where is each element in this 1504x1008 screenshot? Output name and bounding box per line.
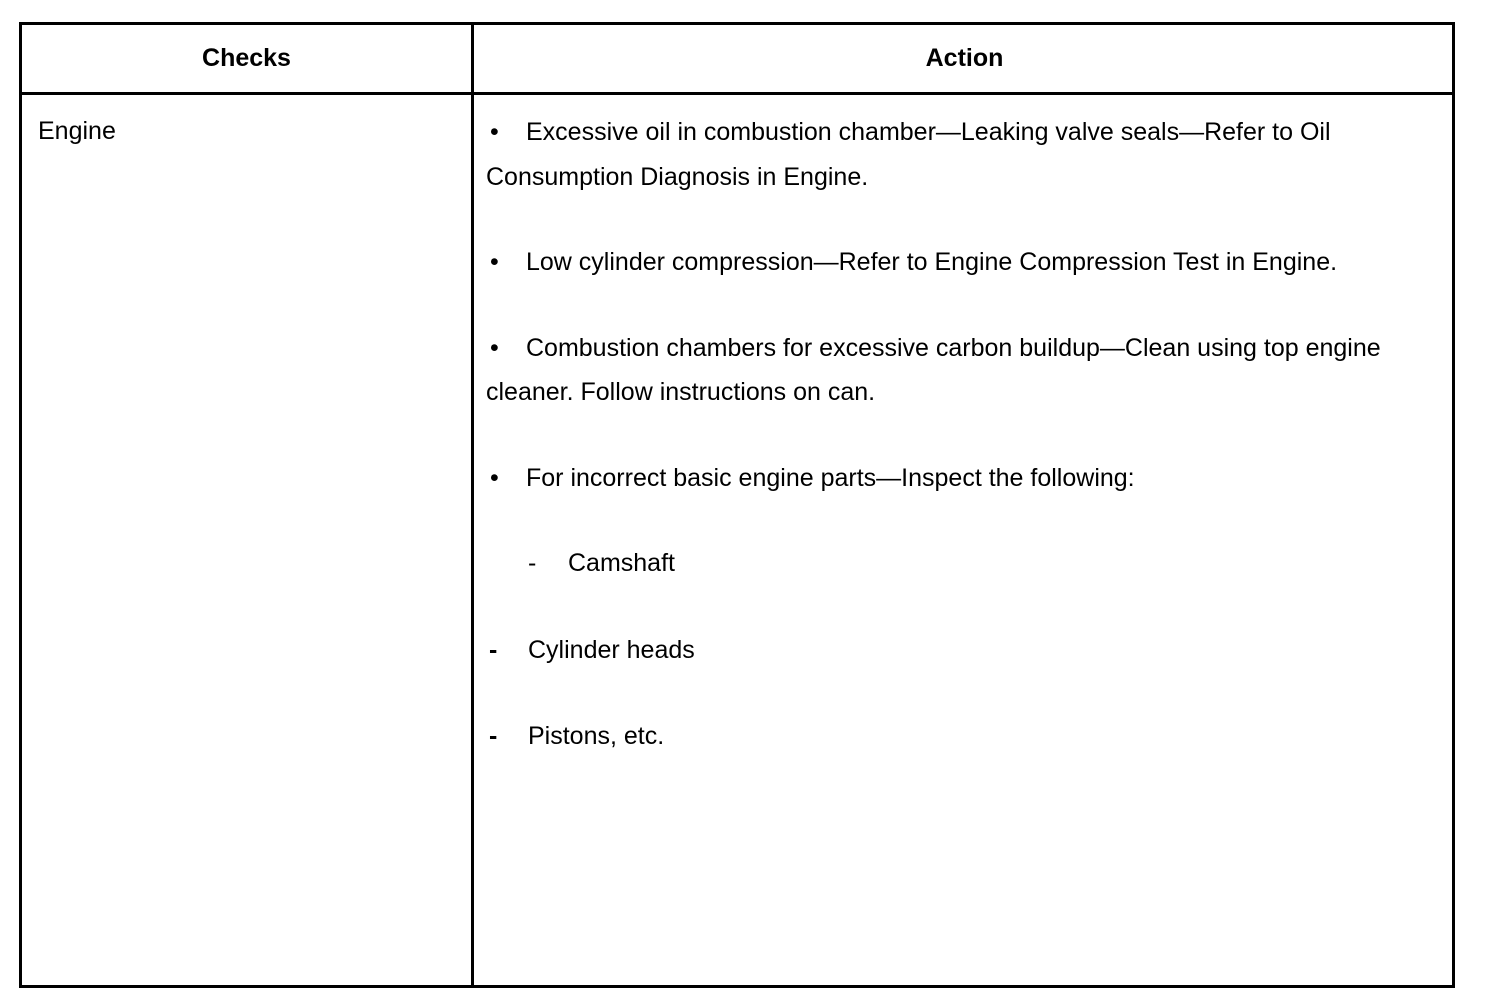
- action-text: Combustion chambers for excessive carbon buildup—Clean using top engine cleaner. Follow instructions on can.: [486, 333, 1381, 406]
- dash-mark: -: [489, 722, 498, 750]
- sub-item-camshaft: [486, 541, 1406, 586]
- action-item: [486, 110, 1406, 199]
- action-item: [486, 326, 1406, 415]
- action-text: For incorrect basic engine parts—Inspect the following:: [526, 463, 1135, 492]
- sub-item-pistons: [486, 714, 1406, 759]
- action-text: Excessive oil in combustion chamber—Leaking valve seals—Refer to Oil Consumption Diagnosis in Engine.: [486, 118, 1331, 191]
- header-checks: Checks: [202, 44, 291, 72]
- check-cell-engine: Engine: [38, 117, 116, 145]
- dash-mark: -: [489, 635, 498, 664]
- checks-action-table: [19, 22, 1455, 988]
- bullet-mark: •: [490, 463, 499, 492]
- bullet-mark: •: [490, 248, 499, 276]
- action-cell: [486, 110, 1406, 801]
- column-divider: [471, 25, 474, 985]
- sub-item-text: Camshaft: [568, 549, 675, 577]
- header-divider: [22, 92, 1452, 95]
- sub-item-text: Pistons, etc.: [528, 722, 665, 750]
- bullet-mark: •: [490, 118, 499, 146]
- header-action: Action: [925, 44, 1004, 72]
- sub-item-text: Cylinder heads: [528, 635, 695, 664]
- sub-item-cylinder-heads: [486, 628, 1406, 673]
- bullet-mark: •: [490, 333, 499, 362]
- action-text: Low cylinder compression—Refer to Engine Compression Test in Engine.: [526, 248, 1338, 276]
- action-item: [486, 456, 1406, 501]
- action-item: [486, 240, 1406, 285]
- dash-mark: -: [528, 549, 537, 577]
